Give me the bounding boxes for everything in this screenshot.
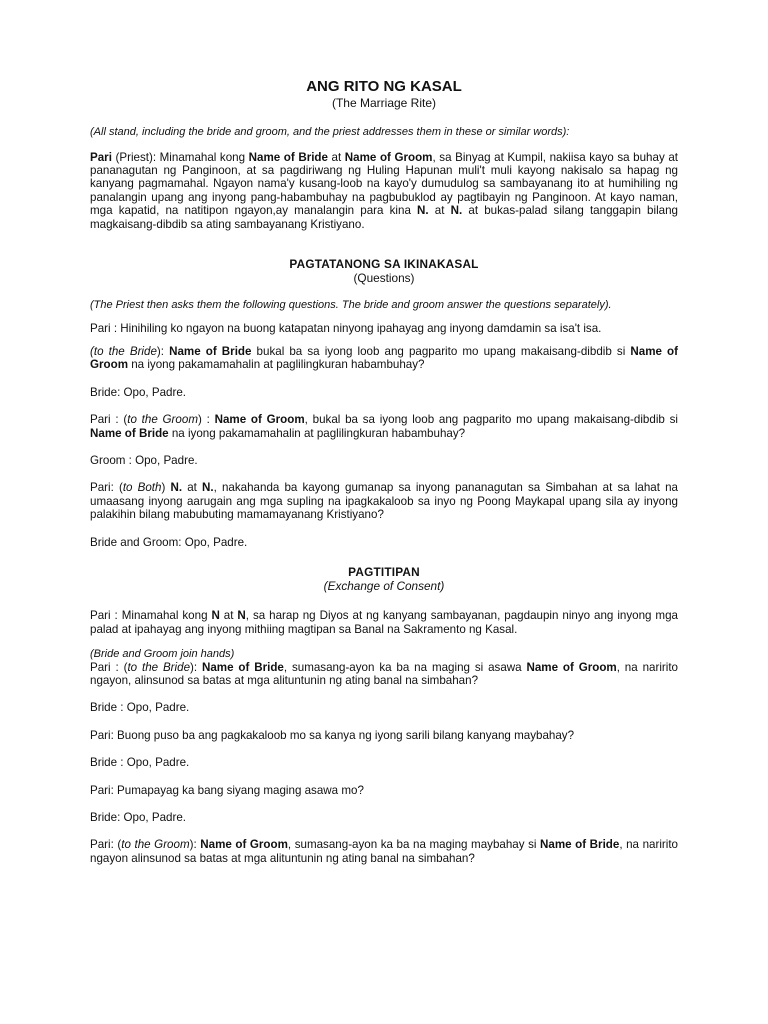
question-intro: Pari : Hinihiling ko ngayon na buong katapatan ninyong ipahayag ang inyong damdamin sa isa't isa. [90,321,602,335]
question-to-groom: Pari : (to the Groom) : Name of Groom, bukal ba sa iyong loob ang pagparito mo upang makaisang-dibdib si Name of Bride na iyong pakamamahalin at paglilingkuran habambuhay? [90,413,678,440]
section-subheading-consent: (Exchange of Consent) [323,579,445,594]
both-answer: Bride and Groom: Opo, Padre. [90,535,248,549]
document-title: ANG RITO NG KASAL [306,78,462,95]
bride-consent-answer-2: Bride : Opo, Padre. [90,756,190,770]
consent-question-2: Pari: Buong puso ba ang pagkakaloob mo sa kanya ng iyong sarili bilang kanyang maybahay? [90,728,575,742]
bride-consent-answer-3: Bride: Opo, Padre. [90,810,187,824]
bride-answer: Bride: Opo, Padre. [90,385,187,399]
question-to-bride: (to the Bride): Name of Bride bukal ba sa iyong loob ang pagparito mo upang makaisang-dibdib si Name of Groom na iyong pakamamahalin at paglilingkuran habambuhay? [90,345,678,372]
section-heading-consent: PAGTITIPAN [348,565,420,580]
question-to-both: Pari: (to Both) N. at N., nakahanda ba kayong gumanap sa inyong pananagutan sa Simbahan at sa lahat na umaasang inyong aarugain ang mga supling na ipagkakaloob sa inyo ng Poong Maykapal upang sila ay inyong palakihin bilang mabubuting mamamayanang Kristiyano? [90,481,678,522]
consent-question-groom: Pari: (to the Groom): Name of Groom, sumasang-ayon ka ba na maging maybahay si Name of Bride, na naririto ngayon alinsunod sa batas at mga alituntunin ng ating banal na simbahan? [90,838,679,865]
document-subtitle: (The Marriage Rite) [331,96,437,110]
questions-stage-direction: (The Priest then asks them the following questions. The bride and groom answer the questions separately). [90,299,612,312]
intro-stage-direction: (All stand, including the bride and groom, and the priest addresses them in these or similar words): [90,126,570,138]
priest-address-paragraph: Pari (Priest): Minamahal kong Name of Bride at Name of Groom, sa Binyag at Kumpil, nakiisa kayo sa buhay at pananagutan ng Panginoon, at sa pagdiriwang ng Huling Hapunan muli't muli kayong nakisalo sa hapag ng kanyang pagmamahal. Ngayon nama'y kusang-loob na kayo'y dumudulog sa sambayanang ito at humihiling ng panalangin upang ang inyong pang-habambuhay na pagbubuklod ay pagtibayin ng Panginoon. At kayo naman, mga kapatid, na natitipon ngayon,ay manalangin para kina N. at N. at bukas-palad silang tanggapin bilang magkaisang-dibdib sa ating sambayanang Kristiyano. [90,150,678,231]
bride-consent-answer-1: Bride : Opo, Padre. [90,701,190,715]
groom-answer: Groom : Opo, Padre. [90,454,198,468]
consent-question-bride: Pari : (to the Bride): Name of Bride, sumasang-ayon ka ba na maging si asawa Name of Groom, na naririto ngayon, alinsunod sa batas at mga alituntunin ng ating banal na simbahan? [90,660,679,687]
consent-intro: Pari : Minamahal kong N at N, sa harap ng Diyos at ng kanyang sambayanan, pagdaupin ninyo ang inyong mga palad at ipahayag ang inyong mithiing magtipan sa Banal na Sakramento ng Kasal. [90,609,678,636]
consent-question-3: Pari: Pumapayag ka bang siyang maging asawa mo? [90,783,364,797]
join-hands-stage-direction: (Bride and Groom join hands) [90,647,235,660]
section-subheading-questions: (Questions) [353,271,415,286]
section-heading-questions: PAGTATANONG SA IKINAKASAL [289,257,479,272]
